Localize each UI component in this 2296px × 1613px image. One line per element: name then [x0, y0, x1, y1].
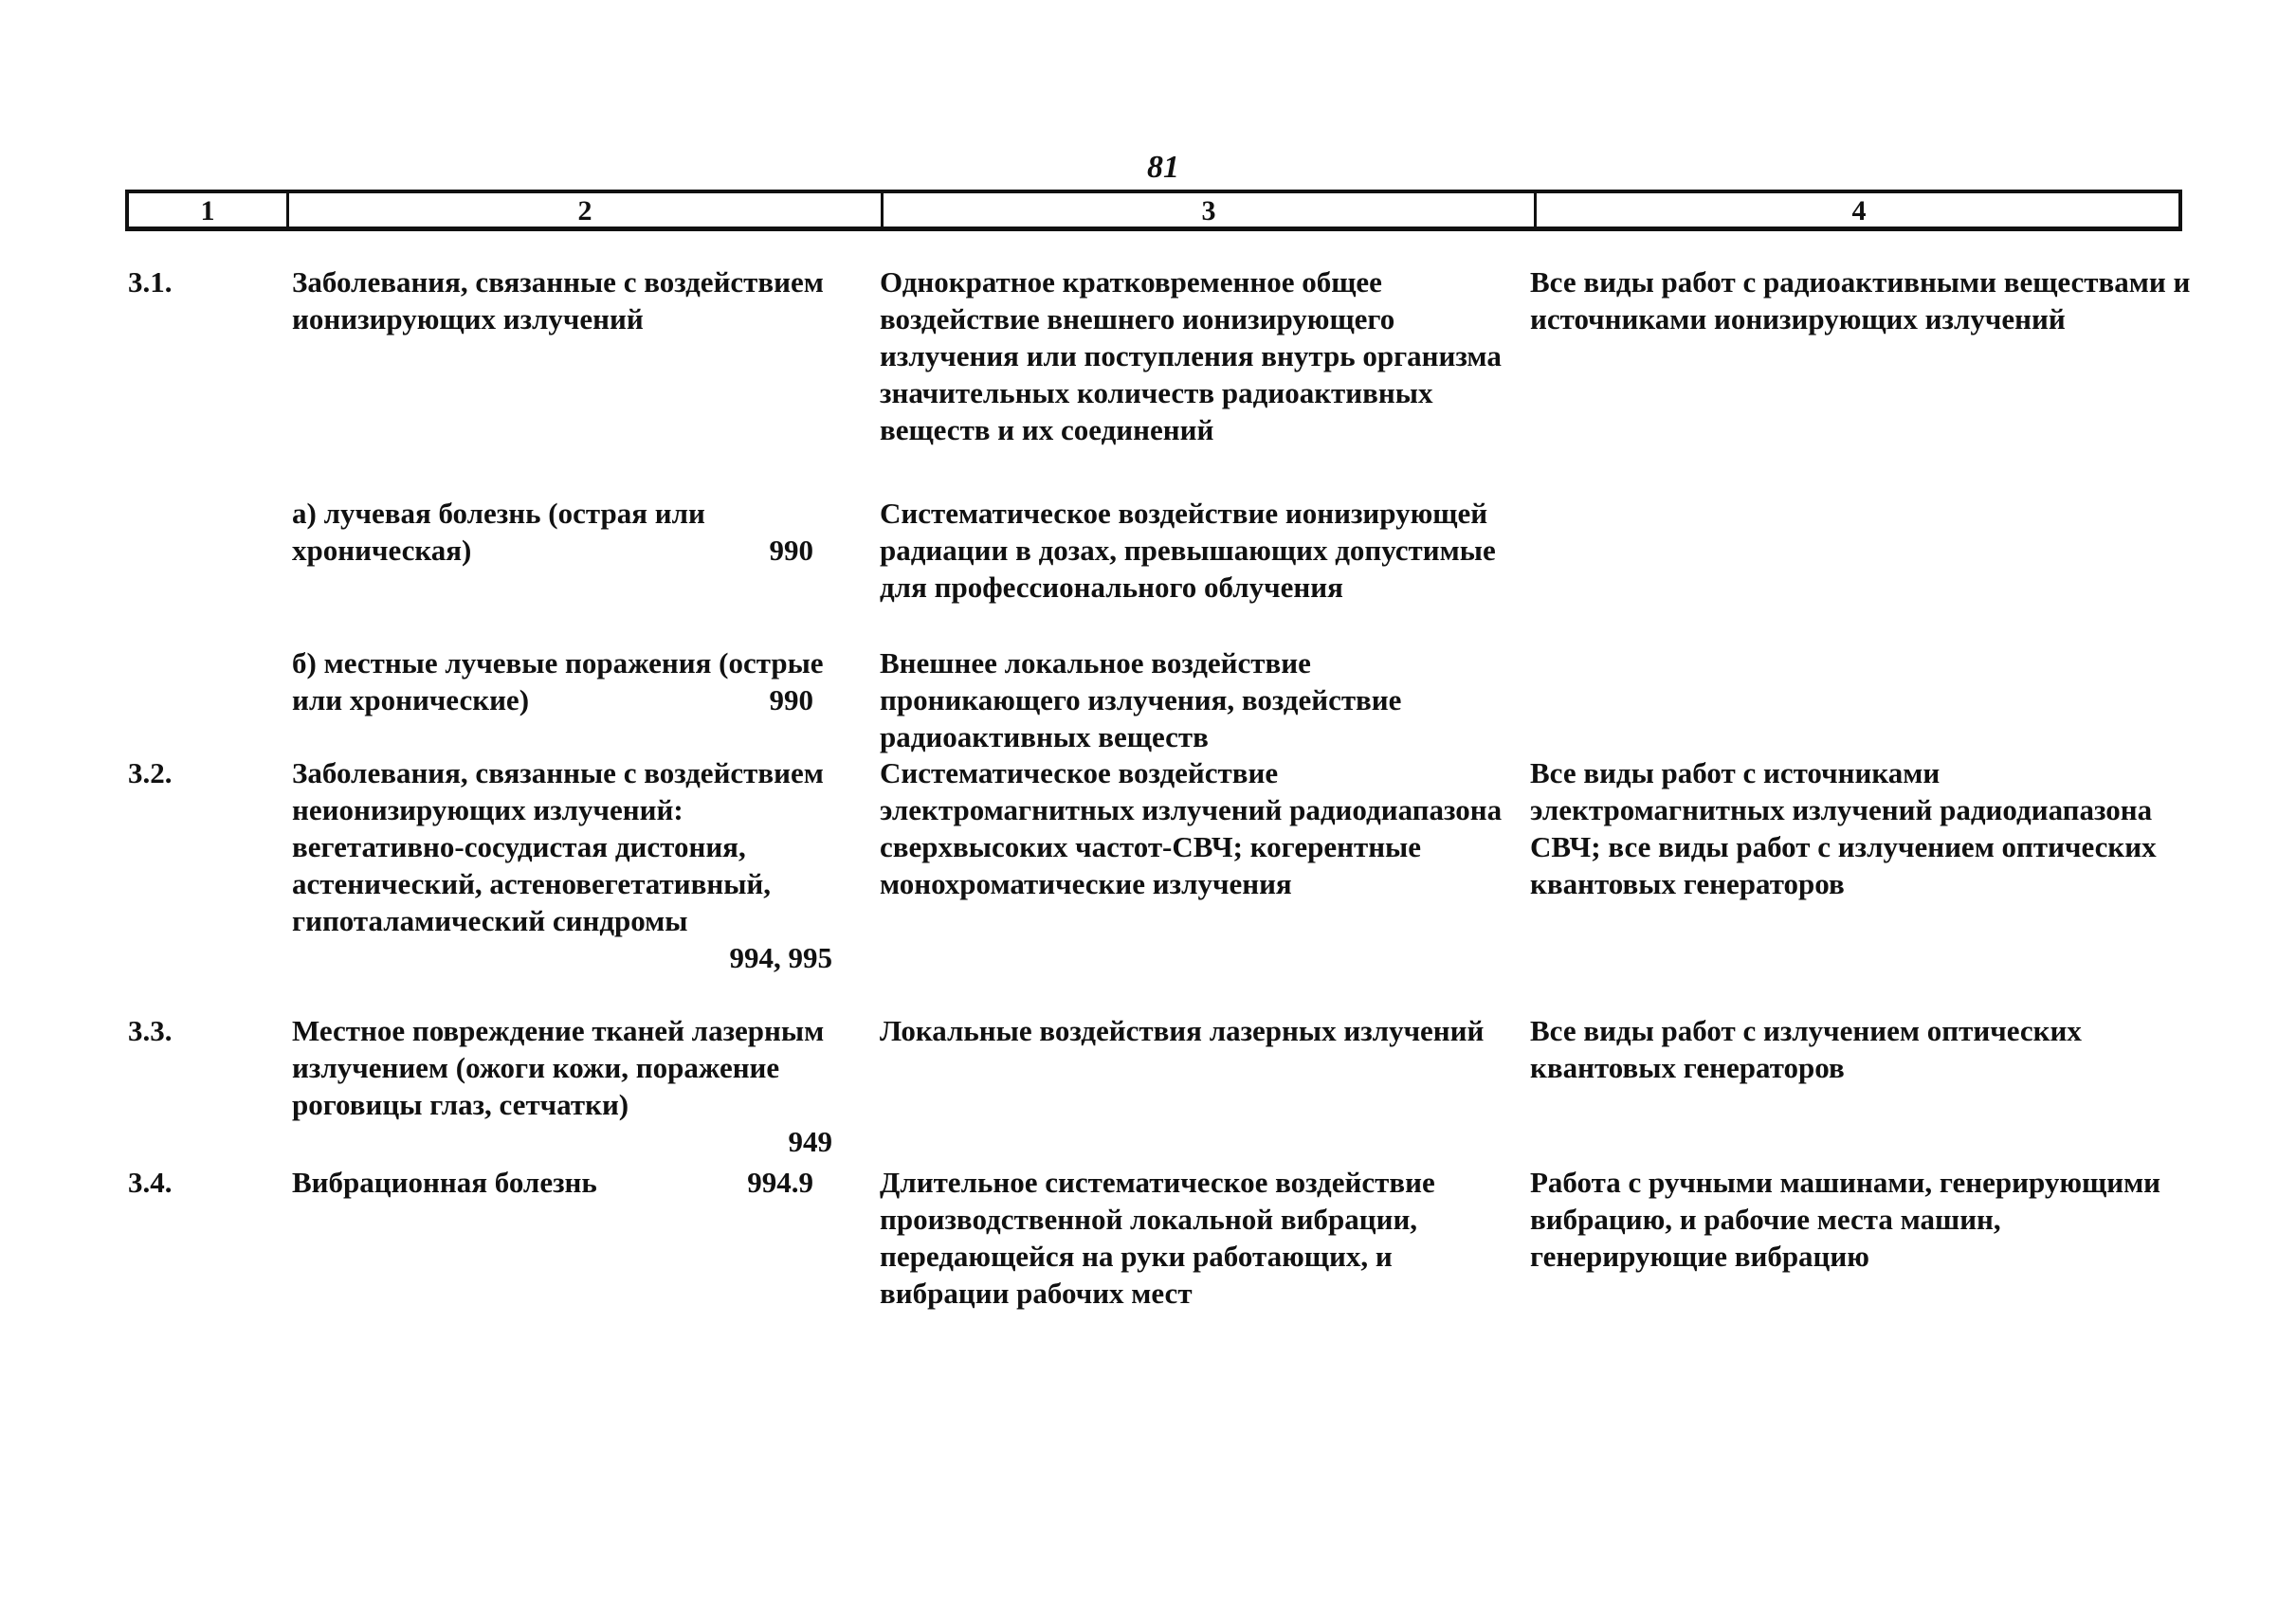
- disease-code: 994.9: [747, 1166, 813, 1199]
- hazard-factor: Систематическое воздействие электромагнитных излучений радиодиапазона сверхвысоких частот-СВЧ; когерентные монохроматические излучения: [880, 756, 1503, 900]
- work-type: Работа с ручными машинами, генерирующими вибрацию, и рабочие места машин, генерирующие вибрацию: [1530, 1166, 2161, 1273]
- hazard-factor: Внешнее локальное воздействие проникающего излучения, воздействие радиоактивных веществ: [880, 646, 1402, 753]
- page-number: 81: [1147, 150, 1179, 185]
- header-col-3: 3: [1201, 195, 1216, 227]
- work-type: Все виды работ с излучением оптических квантовых генераторов: [1530, 1014, 2082, 1084]
- row-number: 3.3.: [128, 1014, 173, 1047]
- table-header: [125, 190, 2182, 231]
- header-col-2: 2: [577, 195, 592, 227]
- disease-name: б) местные лучевые поражения (острые или хронические) 990: [292, 646, 824, 716]
- work-type: Все виды работ с источниками электромагнитных излучений радиодиапазона СВЧ; все виды работ с излучением оптических квантовых генераторов: [1530, 756, 2157, 900]
- disease-code: 990: [769, 683, 813, 716]
- hazard-factor: Систематическое воздействие ионизирующей радиации в дозах, превышающих допустимые для профессионального облучения: [880, 497, 1496, 604]
- disease-code: 949: [788, 1125, 832, 1158]
- hazard-factor: Однократное кратковременное общее воздействие внешнего ионизирующего излучения или поступления внутрь организма значительных количеств радиоактивных веществ и их соединений: [880, 265, 1502, 446]
- disease-code: 990: [769, 534, 813, 567]
- hazard-factor: Длительное систематическое воздействие производственной локальной вибрации, передающейся на руки работающих, и вибрации рабочих мест: [880, 1166, 1435, 1310]
- disease-name: Вибрационная болезнь 994.9: [292, 1166, 813, 1199]
- hazard-factor: Локальные воздействия лазерных излучений: [880, 1014, 1485, 1047]
- disease-name: Заболевания, связанные с воздействием ионизирующих излучений: [292, 265, 824, 335]
- disease-name: Местное повреждение тканей лазерным излучением (ожоги кожи, поражение роговицы глаз, сетчатки): [292, 1014, 825, 1121]
- disease-name: а) лучевая болезнь (острая или хроническая) 990: [292, 497, 813, 567]
- row-number: 3.4.: [128, 1166, 173, 1199]
- header-col-1: 1: [200, 195, 215, 227]
- header-col-4: 4: [1851, 195, 1867, 227]
- work-type: Все виды работ с радиоактивными веществами и источниками ионизирующих излучений: [1530, 265, 2191, 335]
- disease-name: Заболевания, связанные с воздействием неионизирующих излучений: вегетативно-сосудистая дистония, астенический, астеновегетативный, гипоталамический синдромы: [292, 756, 824, 937]
- row-number: 3.1.: [128, 265, 173, 299]
- row-number: 3.2.: [128, 756, 173, 789]
- disease-code: 994, 995: [729, 941, 832, 974]
